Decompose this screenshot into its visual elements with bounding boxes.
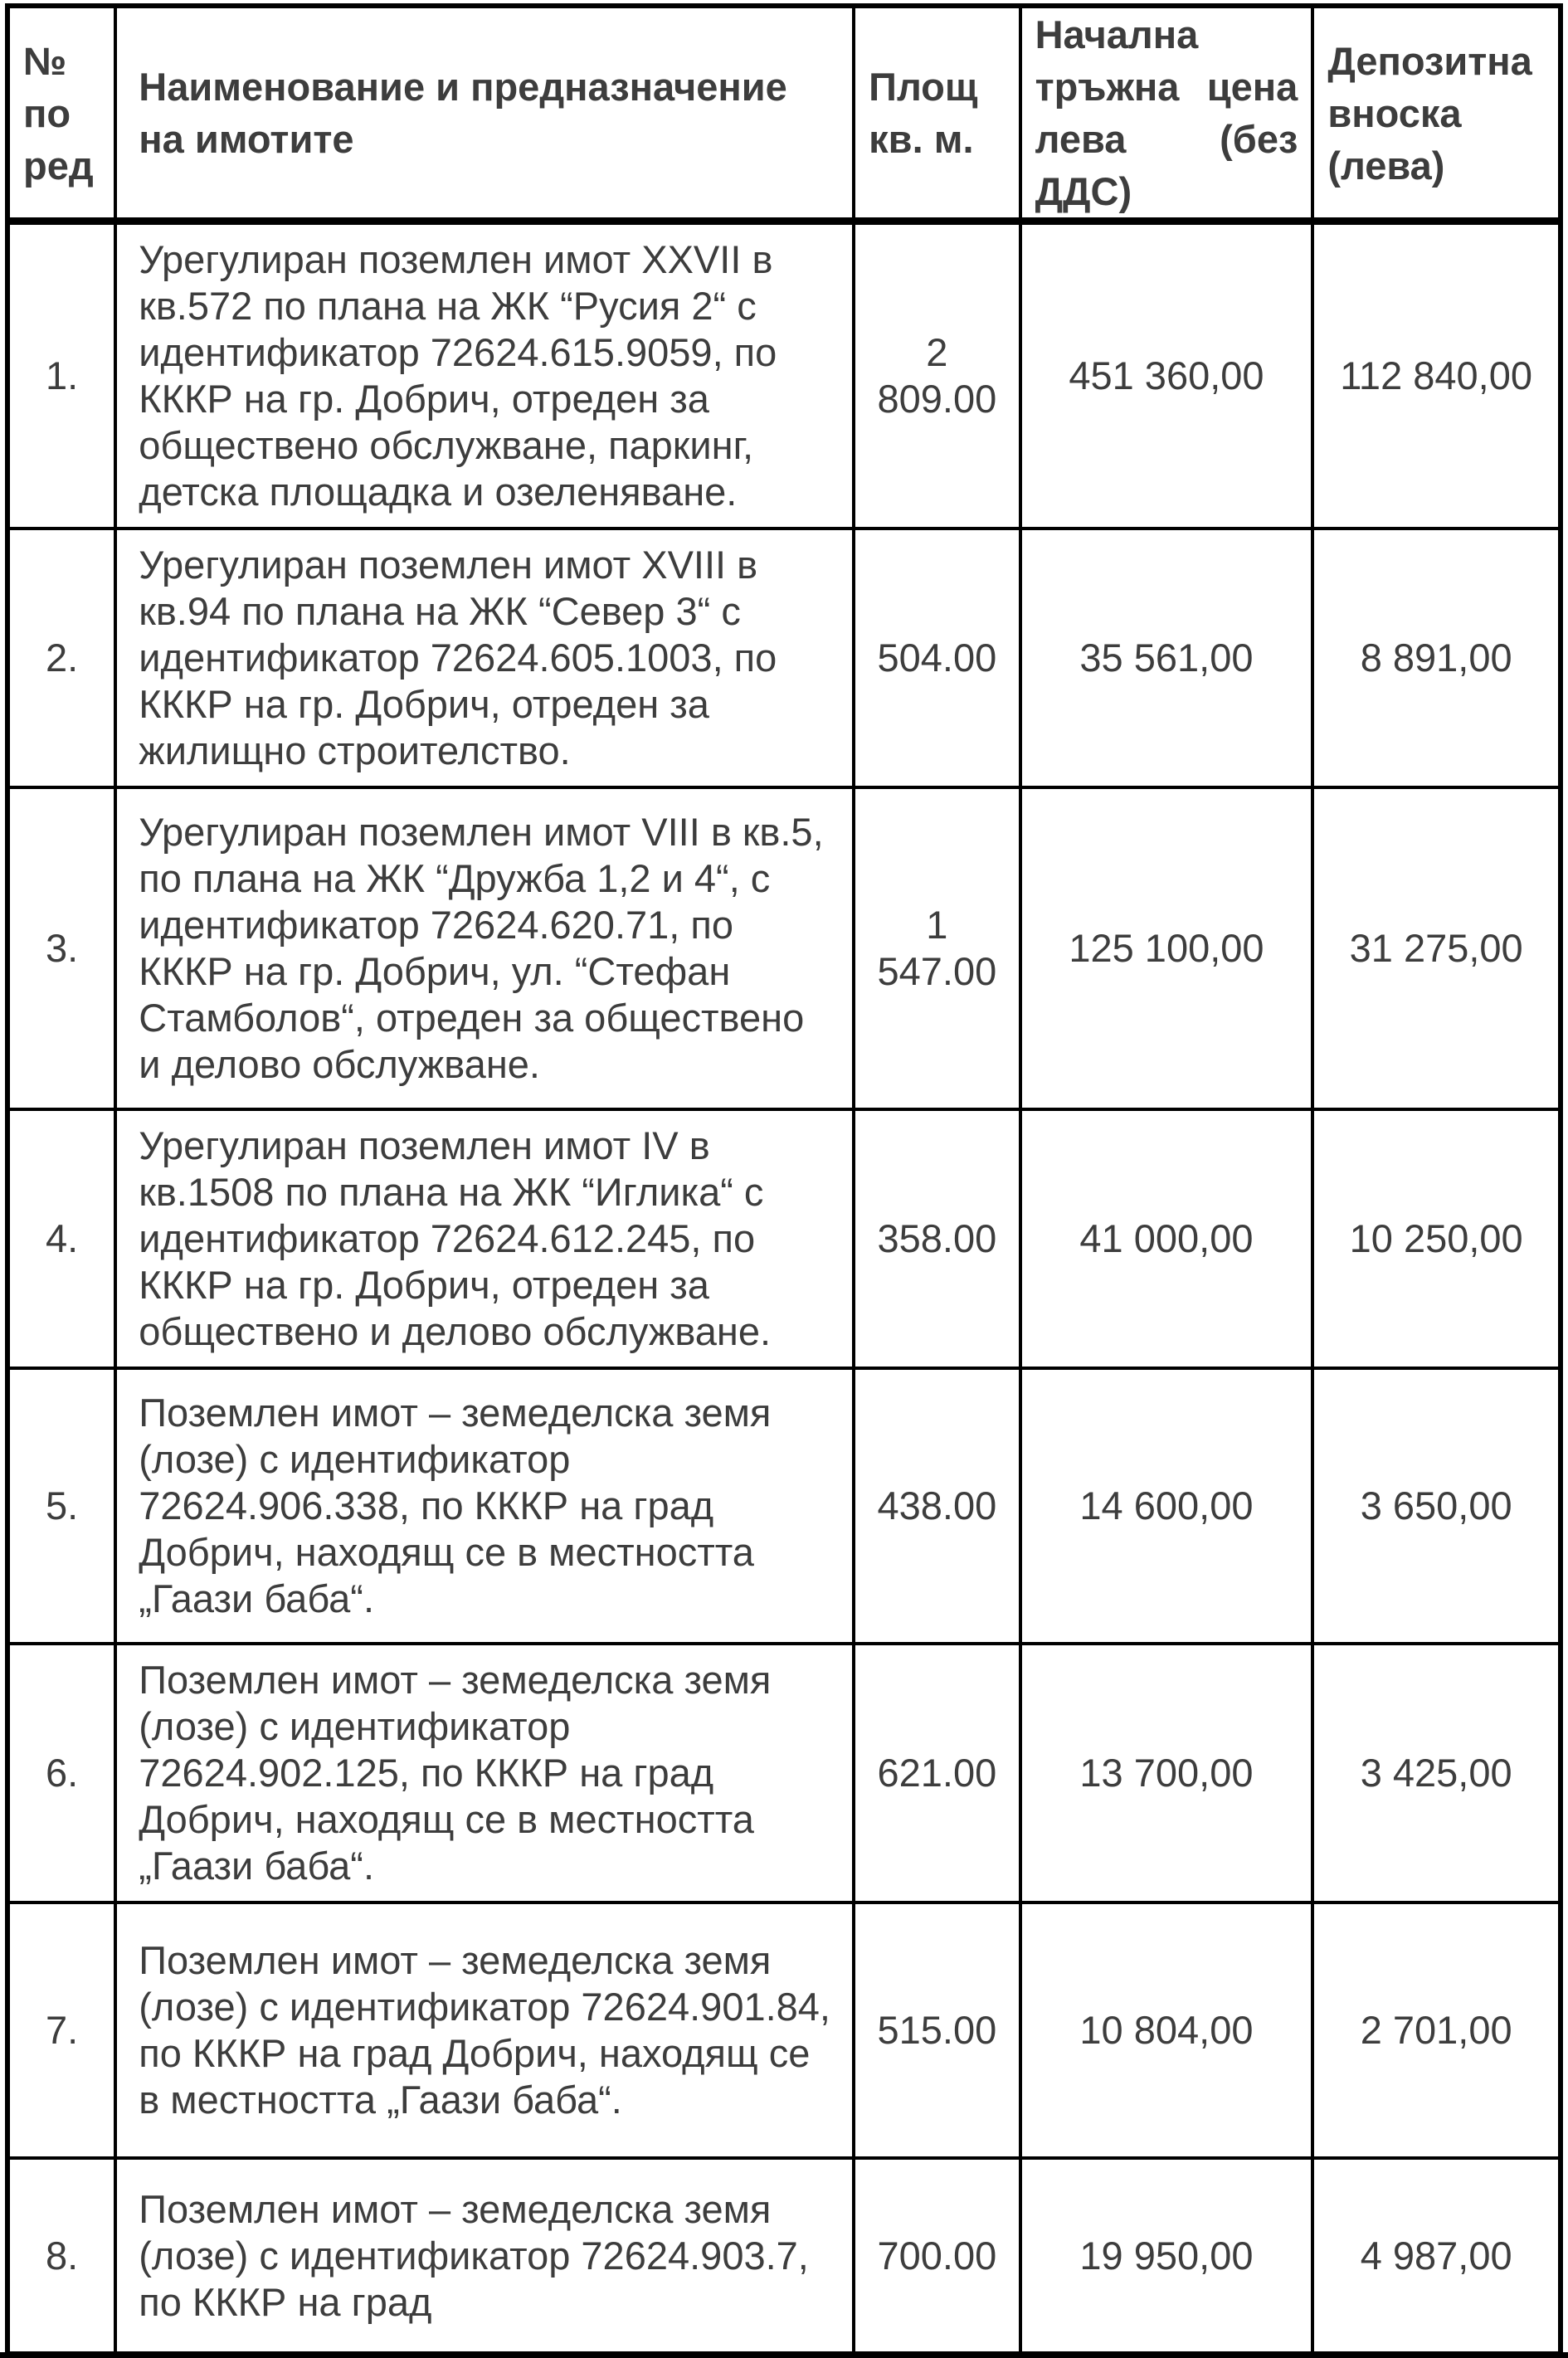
cell-deposit: 3 650,00 <box>1312 1368 1561 1644</box>
cell-row-number: 6. <box>7 1644 115 1902</box>
cell-area: 515.00 <box>854 1902 1020 2158</box>
cell-description: Урегулиран поземлен имот XVIII в кв.94 по плана на ЖК “Север 3“ с идентификатор 72624.605.1003, по КККР на гр. Добрич, отреден за жилищно строителство. <box>115 529 854 787</box>
cell-row-number: 4. <box>7 1109 115 1368</box>
cell-description: Урегулиран поземлен имот VIII в кв.5, по плана на ЖК “Дружба 1,2 и 4“, с идентификатор 72624.620.71, по КККР на гр. Добрич, ул. “Стефан Стамболов“, отреден за обществено и делово обслужване. <box>115 787 854 1109</box>
cell-deposit: 4 987,00 <box>1312 2158 1561 2354</box>
table-row <box>7 787 1561 1109</box>
cell-description: Урегулиран поземлен имот IV в кв.1508 по плана на ЖК “Иглика“ с идентификатор 72624.612.245, по КККР на гр. Добрич, отреден за обществено и делово обслужване. <box>115 1109 854 1368</box>
cell-row-number: 7. <box>7 1902 115 2158</box>
table-row <box>7 2158 1561 2354</box>
cell-description: Поземлен имот – земеделска земя (лозе) с идентификатор 72624.901.84, по КККР на град Добрич, находящ се в местността „Гаази баба“. <box>115 1902 854 2158</box>
cell-area: 700.00 <box>854 2158 1020 2354</box>
cell-starting-price: 41 000,00 <box>1020 1109 1313 1368</box>
cell-row-number: 2. <box>7 529 115 787</box>
table-row <box>7 1109 1561 1368</box>
cell-starting-price: 125 100,00 <box>1020 787 1313 1109</box>
table-row <box>7 1902 1561 2158</box>
cell-description: Поземлен имот – земеделска земя (лозе) с идентификатор 72624.903.7, по КККР на град <box>115 2158 854 2354</box>
cell-description: Урегулиран поземлен имот XXVII в кв.572 по плана на ЖК “Русия 2“ с идентификатор 72624.615.9059, по КККР на гр. Добрич, отреден за обществено обслужване, паркинг, детска площадка и озеленяване. <box>115 222 854 529</box>
cell-deposit: 8 891,00 <box>1312 529 1561 787</box>
table-row <box>7 529 1561 787</box>
cell-row-number: 5. <box>7 1368 115 1644</box>
properties-table <box>5 3 1563 2356</box>
table-row <box>7 222 1561 529</box>
col-header-row-number: № по ред <box>7 6 115 222</box>
cell-deposit: 3 425,00 <box>1312 1644 1561 1902</box>
col-header-starting-price: Начална тръжна цена лева (без ДДС) <box>1020 6 1313 222</box>
cell-description: Поземлен имот – земеделска земя (лозе) с идентификатор 72624.902.125, по КККР на град Добрич, находящ се в местността „Гаази баба“. <box>115 1644 854 1902</box>
table-header-row <box>7 6 1561 222</box>
cell-description: Поземлен имот – земеделска земя (лозе) с идентификатор 72624.906.338, по КККР на град Добрич, находящ се в местността „Гаази баба“. <box>115 1368 854 1644</box>
cell-area: 621.00 <box>854 1644 1020 1902</box>
cell-area: 438.00 <box>854 1368 1020 1644</box>
col-header-deposit: Депозитна вноска (лева) <box>1312 6 1561 222</box>
cell-area: 2 809.00 <box>854 222 1020 529</box>
table-row <box>7 1644 1561 1902</box>
table-bottom-border <box>0 2352 1568 2358</box>
cell-starting-price: 35 561,00 <box>1020 529 1313 787</box>
table-row <box>7 1368 1561 1644</box>
cell-area: 1 547.00 <box>854 787 1020 1109</box>
cell-area: 358.00 <box>854 1109 1020 1368</box>
cell-starting-price: 10 804,00 <box>1020 1902 1313 2158</box>
cell-deposit: 112 840,00 <box>1312 222 1561 529</box>
col-header-name-purpose: Наименование и предназначение на имотите <box>115 6 854 222</box>
col-header-area: Площ кв. м. <box>854 6 1020 222</box>
cell-starting-price: 14 600,00 <box>1020 1368 1313 1644</box>
cell-deposit: 10 250,00 <box>1312 1109 1561 1368</box>
cell-starting-price: 13 700,00 <box>1020 1644 1313 1902</box>
cell-row-number: 3. <box>7 787 115 1109</box>
table-body <box>7 222 1561 2355</box>
cell-starting-price: 451 360,00 <box>1020 222 1313 529</box>
cell-row-number: 8. <box>7 2158 115 2354</box>
cell-area: 504.00 <box>854 529 1020 787</box>
cell-deposit: 31 275,00 <box>1312 787 1561 1109</box>
cell-deposit: 2 701,00 <box>1312 1902 1561 2158</box>
cell-row-number: 1. <box>7 222 115 529</box>
cell-starting-price: 19 950,00 <box>1020 2158 1313 2354</box>
